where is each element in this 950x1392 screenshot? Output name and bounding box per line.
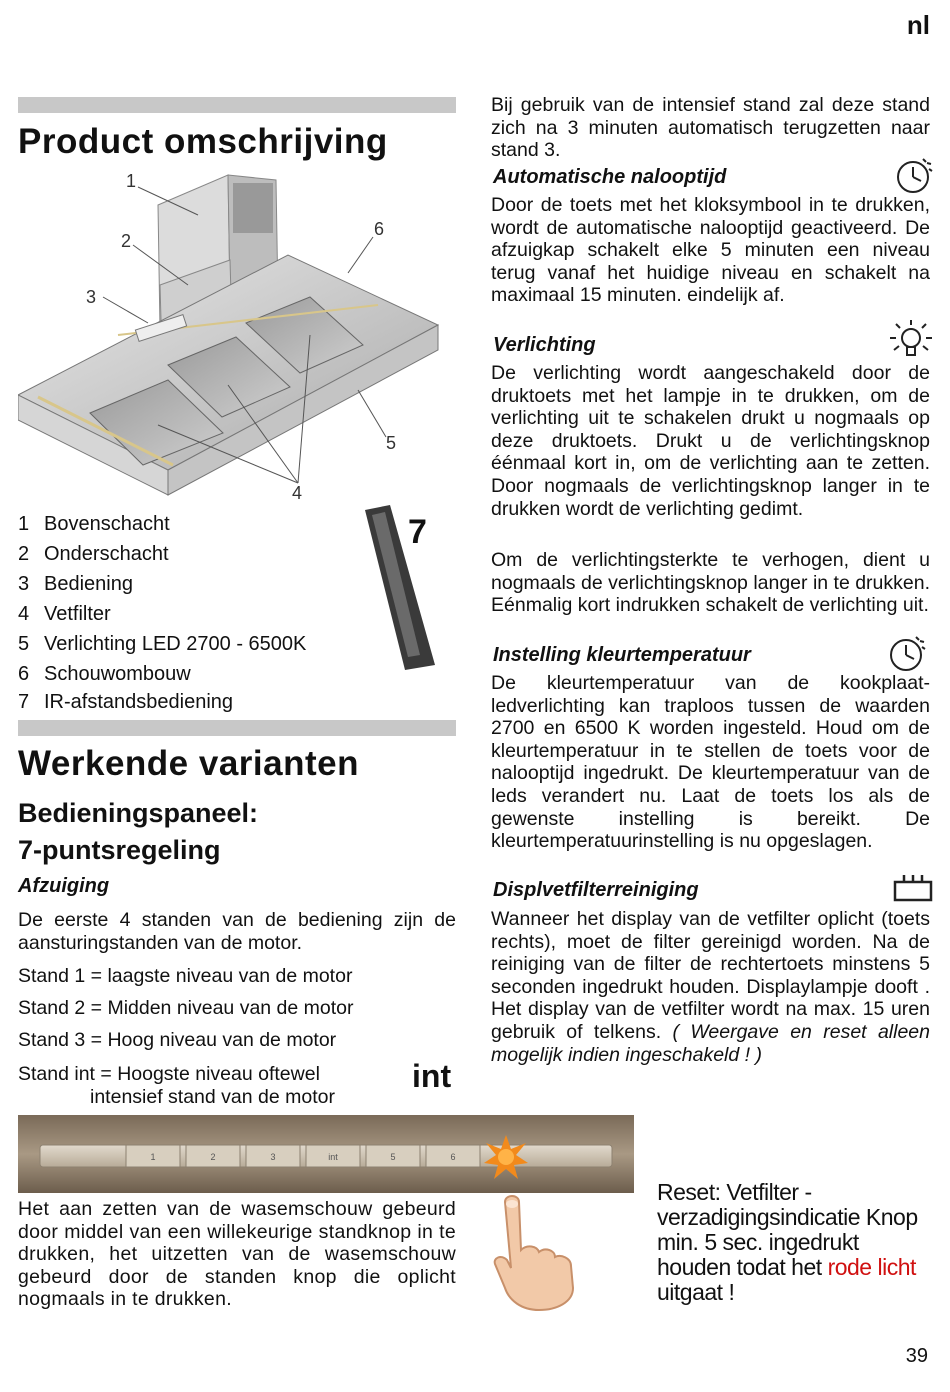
- stand-3: Stand 3 = Hoog niveau van de motor: [18, 1029, 337, 1051]
- subtitle-7-puntsregeling: 7-puntsregeling: [18, 835, 221, 865]
- stand-1: Stand 1 = laagste niveau van de motor: [18, 965, 353, 987]
- kleurtemperatuur-text: De kleurtemperatuur van de kookplaat-ledverlichting kan traploos tussen de waarden 2700 en 6500 K worden ingesteld. Houd om de kleurtemperatuur in te stellen de toets voor de nalooptijd ingedrukt. De kleurtemperatuur van de leds verandert nu. Laat de toets los als de gewenste instelling is bereikt. De kleurtemperatuurinstelling is nu opgeslagen.: [491, 672, 930, 853]
- clock-icon: [893, 155, 935, 197]
- legend-item: 5 Verlichting LED 2700 - 6500K: [18, 633, 307, 655]
- section-bar: [18, 97, 456, 113]
- diagram-label-1: 1: [126, 171, 137, 191]
- page-number: 39: [905, 1345, 928, 1367]
- panel-key-6: 6: [450, 1152, 456, 1162]
- lamp-icon: [886, 318, 936, 362]
- heading-kleurtemperatuur: Instelling kleurtemperatuur: [493, 644, 751, 666]
- grease-filter-icon: [892, 872, 934, 904]
- legend-item: 3 Bediening: [18, 573, 133, 595]
- panel-key-int: int: [328, 1152, 338, 1162]
- heading-verlichting: Verlichting: [493, 334, 596, 356]
- stand-2: Stand 2 = Midden niveau van de motor: [18, 997, 354, 1019]
- vetfilter-text: [491, 908, 930, 1066]
- reset-note-red: rode licht: [827, 1254, 916, 1280]
- verlichting-text-2: Om de verlichtingsterkte te verhogen, dient u nogmaals de verlichtingsknop langer in te drukken. Eénmalig kort indrukken schakelt de verlichting uit.: [491, 549, 931, 617]
- legend-item: 4 Vetfilter: [18, 603, 111, 625]
- intro-text: Bij gebruik van de intensief stand zal deze stand zich na 3 minuten automatisch terugzetten naar stand 3.: [491, 94, 930, 162]
- reset-note-end: uitgaat !: [657, 1279, 735, 1305]
- legend-item: 1 Bovenschacht: [18, 513, 170, 535]
- vetfilter-text-body: Wanneer het display van de vetfilter oplicht (toets rechts), moet de filter gereinigd worden. Na de reiniging van de filter de rechtertoets minstens 5 seconden ingedrukt houden. Displaylampje dooft . Het display van de vetfilter wordt na max. 15 uren gebruik of telkens.: [491, 908, 930, 1043]
- panel-key-3: 3: [270, 1152, 276, 1162]
- diagram-label-4: 4: [292, 483, 303, 503]
- diagram-label-5: 5: [386, 433, 397, 453]
- control-panel-image: [18, 1115, 634, 1193]
- remote-label-7: 7: [408, 513, 427, 551]
- legend-item: 7 IR-afstandsbediening: [18, 691, 234, 713]
- int-label: int: [412, 1058, 452, 1094]
- panel-key-2: 2: [210, 1152, 216, 1162]
- section-title-varianten: Werkende varianten: [18, 744, 359, 783]
- hood-diagram: [18, 165, 463, 505]
- panel-key-1: 1: [150, 1152, 156, 1162]
- reset-note-text: Reset: Vetfilter - verzadigingsindicatie Knop min. 5 sec. ingedrukt houden todat het: [657, 1179, 918, 1280]
- heading-nalooptijd: Automatische nalooptijd: [493, 166, 727, 188]
- legend-item: 6 Schouwombouw: [18, 663, 191, 685]
- section-bar: [18, 720, 456, 736]
- subtitle-bedieningspaneel: Bedieningspaneel:: [18, 798, 259, 828]
- legend-list: [18, 512, 306, 720]
- afzuiging-text: De eerste 4 standen van de bediening zijn de aansturingstanden van de motor.: [18, 909, 456, 954]
- remote-control-image: [360, 505, 460, 670]
- heading-vetfilterreiniging: Displvetfilterreiniging: [493, 879, 699, 901]
- legend-item: 2 Onderschacht: [18, 543, 169, 565]
- diagram-label-3: 3: [86, 287, 97, 307]
- stand-int-line1: Stand int = Hoogste niveau oftewel: [18, 1063, 320, 1085]
- clock-icon: [886, 633, 928, 675]
- panel-key-5: 5: [390, 1152, 396, 1162]
- heading-afzuiging: Afzuiging: [18, 875, 110, 897]
- stand-int-line2: intensief stand van de motor: [90, 1086, 335, 1108]
- verlichting-text: De verlichting wordt aangeschakeld door de druktoets met het lampje in te drukken, om de verlichting uit te schakelen drukt u nogmaals op deze druktoets. Drukt u de verlichtingsknop éénmaal kort in, om de verlichting aan te zetten. Door nogmaals de verlichtingsknop langer in te drukken wordt de verlichting gedimt.: [491, 362, 930, 520]
- vetfilter-note: ( Weergave en reset alleen mogelijk indien ingeschakeld ! ): [491, 1020, 930, 1066]
- finger-press-icon: [487, 1192, 582, 1312]
- nalooptijd-text: Door de toets met het kloksymbool in te drukken, wordt de automatische nalooptijd geactiveerd. De afzuigkap schakelt elke 5 minuten een niveau terug vanaf het huidige niveau en schakelt na maximaal 15 minuten. eindelijk af.: [491, 194, 930, 307]
- reset-note: [657, 1180, 927, 1305]
- bottom-text: Het aan zetten van de wasemschouw gebeurd door middel van een willekeurige standknop in te drukken, het uitzetten van de wasemschouw gebeurd door de standen knop die oplicht nogmaals in te drukken.: [18, 1198, 456, 1311]
- language-code: nl: [906, 10, 930, 40]
- section-title-product: Product omschrijving: [18, 122, 388, 161]
- diagram-label-2: 2: [121, 231, 132, 251]
- diagram-label-6: 6: [374, 219, 385, 239]
